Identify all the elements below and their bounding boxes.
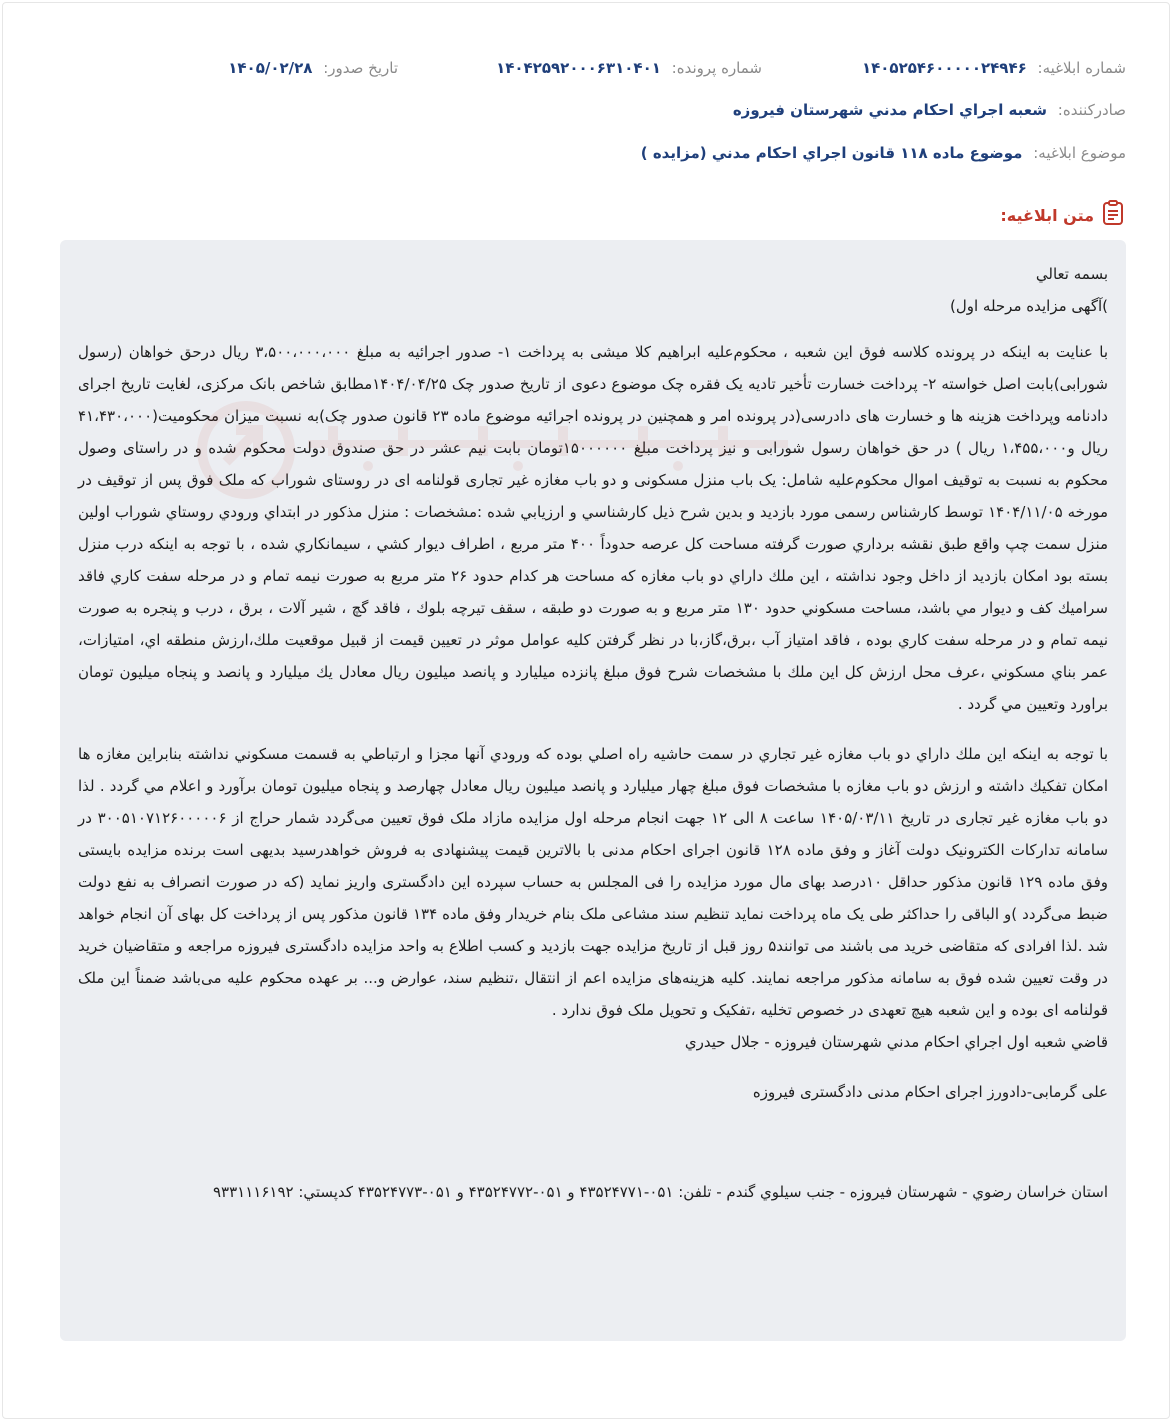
notice-number (862, 59, 1126, 77)
body-paragraph-1: با عنایت به اینکه در پرونده کلاسه فوق این شعبه ، محکوم‌علیه ابراهیم کلا میشی به پرداخت ۱- صدور اجرائیه به مبلغ ۳،۵۰۰،۰۰۰،۰۰۰ ریال درحق خواهان (رسول شورابی)بابت اصل خواسته ۲- پرداخت خسارت تأخیر تادیه یک فقره چک موضوع دعوی از تاریخ صدور چک ۱۴۰۴/۰۴/۲۵مطابق شاخص بانک مرکزی، لغایت تاریخ اجرای دادنامه وپرداخت هزینه ها و خسارت های دادرسی(در پرونده امر و همچنین در پرونده اجرائیه موضوع ماده ۲۳ قانون صدور چک)به نسبت میزان محکومیت(۴۱،۴۳۰،۰۰۰ ریال و۱،۴۵۵،۰۰۰ ریال ) در حق خواهان رسول شورابی و نیز پرداخت مبلغ ۱۵۰۰۰۰۰۰تومان بابت نیم عشر در حق صندوق دولت محکوم شده و در راستای وصول محکوم به نسبت به توقیف اموال محکوم‌علیه شامل: یک باب منزل مسکونی و دو باب مغازه غیر تجاری قولنامه ای در روستای شوراب که ملک فوق پس از توقیف در مورخه ۱۴۰۴/۱۱/۰۵ توسط کارشناس رسمی مورد بازدید و بدین شرح ذيل كارشناسي و ارزيابي شده :مشخصات : منزل مذكور در ابتداي ورودي روستاي شوراب اولين منزل سمت چپ واقع طبق نقشه برداري صورت گرفته مساحت كل عرصه حدوداً ۴۰۰ متر مربع ، اطراف ديوار كشي ، سيمانكاري شده ، با توجه به اينكه درب منزل بسته بود امكان بازديد از داخل وجود نداشته ، اين ملك داراي دو باب مغازه كه مساحت هر كدام حدود ۲۶ متر مربع به صورت نيمه تمام و در مرحله سفت كاري فاقد سراميك كف و ديوار مي باشد، مساحت مسكوني حدود ۱۳۰ متر مربع و به صورت دو طبقه ، سقف تيرچه بلوك ، فاقد گچ ، شير آلات ، برق ، درب و پنجره به صورت نيمه تمام و در مرحله سفت كاري بوده ، فاقد امتياز آب ،برق،گاز،با در نظر گرفتن كليه عوامل موثر در تعيين قيمت از قبيل موقعيت ملك،ارزش منطقه اي، امتيازات، عمر بناي مسكوني ،عرف محل ارزش كل اين ملك با مشخصات شرح فوق مبلغ پانزده ميليارد و پانصد ميليون ريال معادل يك ميليارد و پانصد و پنجاه ميليون تومان براورد وتعيين مي گردد . (78, 343, 1108, 713)
notice-body-panel (60, 240, 1126, 1341)
case-number (496, 59, 762, 77)
body-heading-line: بسمه تعالي (1035, 265, 1108, 283)
notice-text-title: متن ابلاغیه: (1000, 205, 1094, 225)
case-number-label: شماره پرونده: (671, 59, 762, 77)
issuer-label: صادرکننده: (1057, 101, 1126, 119)
document-list-icon (1102, 200, 1126, 230)
address-line: استان خراسان رضوي - شهرستان فيروزه - جنب سيلوي گندم - تلفن: ۰۵۱-۴۳۵۲۴۷۷۱ و ۰۵۱-۴۳۵۲۴۷۷۲ و ۰۵۱-۴۳۵۲۴۷۷۳ كدپستي: ۹۳۳۱۱۱۶۱۹۲ (213, 1183, 1108, 1201)
notice-number-value: ۱۴۰۵۲۵۴۶۰۰۰۰۰۲۴۹۴۶ (861, 59, 1027, 77)
issuer (733, 101, 1126, 119)
clerk-signature: علی گرمابی-دادورز اجرای احکام مدنی دادگستری فیروزه (752, 1083, 1108, 1101)
judge-signature: قاضي شعبه اول اجراي احكام مدني شهرستان فيروزه - جلال حيدري (684, 1033, 1108, 1051)
body-subheading-line: )آگهی مزایده مرحله اول) (949, 297, 1108, 315)
notice-text-heading (1000, 200, 1126, 230)
case-number-value: ۱۴۰۴۲۵۹۲۰۰۰۶۳۱۰۴۰۱ (496, 59, 661, 77)
subject-value: موضوع ماده ۱۱۸ قانون اجراي احكام مدني (مزايده ) (640, 144, 1023, 162)
subject-label: موضوع ابلاغيه: (1033, 144, 1126, 162)
issue-date-label: تاريخ صدور: (323, 59, 398, 77)
issuer-value: شعبه اجراي احكام مدني شهرستان فيروزه (732, 101, 1047, 119)
issue-date-value: ۱۴۰۵/۰۲/۲۸ (228, 59, 313, 77)
subject (641, 144, 1126, 162)
notice-number-label: شماره ابلاغيه: (1037, 59, 1126, 77)
body-paragraph-2: با توجه به اينكه اين ملك داراي دو باب مغازه غير تجاري در سمت حاشيه راه اصلي بوده كه ورودي آنها مجزا و ارتباطي به قسمت مسكوني نداشته بنابراين مغازه ها امكان تفكيك داشته و ارزش دو باب مغازه با مشخصات فوق مبلغ چهار ميليارد و پانصد ميليون ريال معادل چهارصد و پنجاه ميليون تومان برآورد و اعلام مي گردد . لذا دو باب مغازه غیر تجاری در تاریخ ۱۴۰۵/۰۳/۱۱ ساعت ۸ الی ۱۲ جهت انجام مرحله اول مزایده مازاد ملک فوق تعیین می‌گردد شمار حراج از ۳۰۰۵۱۰۷۱۲۶۰۰۰۰۰۶ در سامانه تدارکات الکترونیک دولت آغاز و وفق ماده ۱۲۸ قانون اجرای احکام مدنی با بالاترین قیمت پیشنهادی به فروش خواهدرسید بدیهی است برنده مزایده بایستی وفق ماده ۱۲۹ قانون مذکور حداقل ۱۰درصد بهای مال مورد مزایده را فی المجلس به حساب سپرده این دادگستری واریز نماید (که در صورت انصراف به نفع دولت ضبط می‌گردد )و الباقی را حداکثر طی یک ماه پرداخت نماید تنظیم سند مشاعی ملک بنام خریدار وفق ماده ۱۳۴ قانون مذکور پس از پرداخت کل بهای آن انجام خواهد شد .لذا افرادی که متقاضی خرید می باشند می توانند۵ روز قبل از تاریخ مزایده جهت بازدید و کسب اطلاع به واحد مزایده دادگستری فیروزه مراجعه و متقاضیان خرید در وقت تعیین شده فوق به سامانه مذکور مراجعه نمایند. کلیه هزینه‌های مزایده اعم از انتقال ،تنظیم سند، عوارض و... بر عهده محکوم علیه می‌باشد ضمناً این ملک قولنامه ای بوده و این شعبه هیچ تعهدی در خصوص تخلیه ،تفکیک و تحویل ملک فوق ندارد . (78, 745, 1109, 1019)
issue-date (228, 59, 398, 77)
